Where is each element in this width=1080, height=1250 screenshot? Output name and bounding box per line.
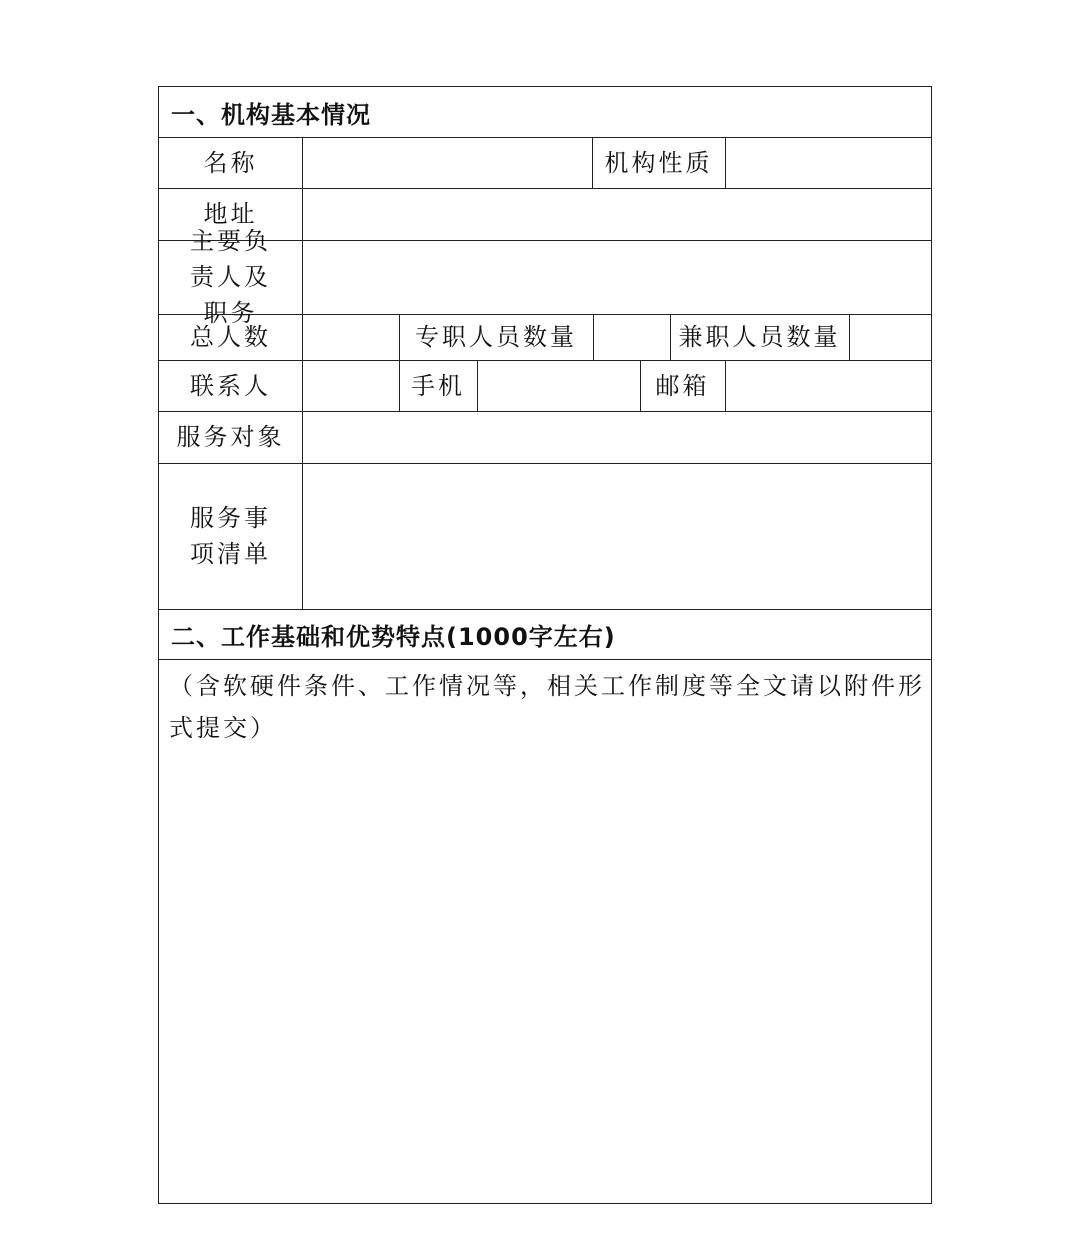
contact-person-field[interactable]	[304, 362, 397, 410]
application-form-table	[158, 86, 932, 1204]
column-divider	[849, 314, 850, 360]
column-divider	[477, 360, 478, 411]
row-divider	[159, 659, 931, 660]
section-2-title: 二、工作基础和优势特点(1000字左右)	[171, 622, 616, 651]
name-field[interactable]	[304, 139, 590, 187]
label-institution-nature: 机构性质	[604, 148, 713, 177]
label-fulltime-staff: 专职人员数量	[415, 323, 577, 351]
section-1-title: 一、机构基本情况	[171, 100, 371, 129]
email-field[interactable]	[727, 362, 931, 410]
label-service-target: 服务对象	[176, 423, 285, 451]
label-parttime-staff: 兼职人员数量	[678, 323, 841, 351]
parttime-staff-field[interactable]	[851, 316, 931, 359]
section-2-instruction-note: （含软硬件条件、工作情况等，相关工作制度等全文请以附件形式提交）	[169, 672, 925, 742]
label-leader: 主要负责人及职务	[190, 227, 271, 327]
column-divider	[593, 314, 594, 360]
service-list-field[interactable]	[304, 465, 931, 608]
column-divider	[302, 137, 303, 609]
fulltime-staff-field[interactable]	[595, 316, 668, 359]
label-total-staff: 总人数	[190, 323, 271, 351]
service-target-field[interactable]	[304, 413, 931, 462]
leader-field[interactable]	[304, 242, 931, 313]
label-email: 邮箱	[655, 371, 710, 400]
label-mobile: 手机	[411, 371, 465, 400]
label-contact-person: 联系人	[190, 371, 271, 400]
address-field[interactable]	[304, 190, 931, 239]
work-foundation-text-area[interactable]	[161, 661, 931, 1201]
total-staff-field[interactable]	[304, 316, 397, 359]
label-name: 名称	[203, 148, 258, 177]
label-service-list: 服务事项清单	[190, 504, 271, 568]
mobile-field[interactable]	[479, 362, 638, 410]
column-divider	[725, 360, 726, 411]
label-address: 地址	[203, 200, 258, 228]
institution-nature-field[interactable]	[727, 139, 931, 187]
column-divider	[725, 137, 726, 188]
